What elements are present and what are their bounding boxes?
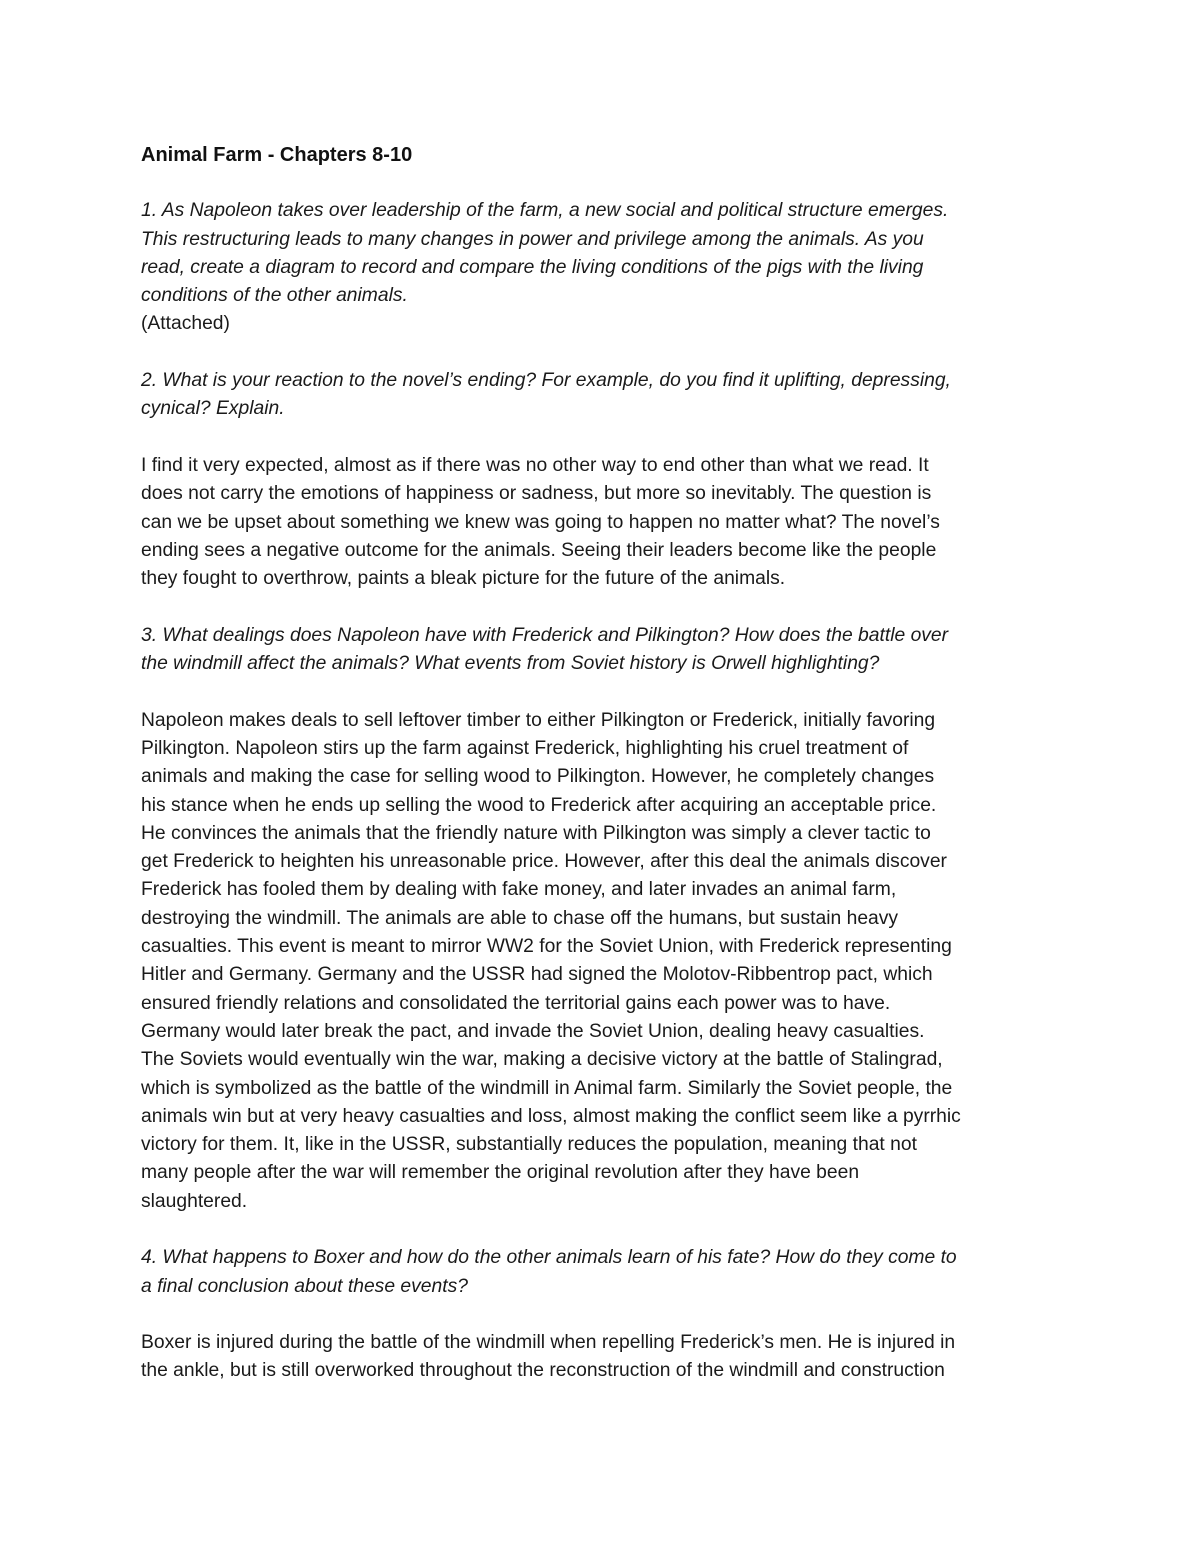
- answer-3-line: Hitler and Germany. Germany and the USSR had signed the Molotov-Ribbentrop pact, which: [141, 964, 933, 986]
- question-1-line: conditions of the other animals.: [141, 285, 408, 307]
- question-2: [141, 367, 1066, 424]
- answer-1-attached: (Attached): [141, 313, 230, 335]
- question-1-line: 1. As Napoleon takes over leadership of the farm, a new social and political structure emerges.: [141, 200, 949, 222]
- answer-3-line: his stance when he ends up selling the wood to Frederick after acquiring an acceptable price.: [141, 794, 937, 816]
- answer-2-line: they fought to overthrow, paints a bleak picture for the future of the animals.: [141, 568, 786, 590]
- answer-3-line: get Frederick to heighten his unreasonable price. However, after this deal the animals discover: [141, 851, 947, 873]
- answer-4: [141, 1329, 1066, 1386]
- answer-3-line: ensured friendly relations and consolidated the territorial gains each power was to have.: [141, 992, 891, 1014]
- answer-3-line: He convinces the animals that the friendly nature with Pilkington was simply a clever tactic to: [141, 822, 931, 844]
- answer-3-line: slaughtered.: [141, 1190, 248, 1212]
- question-1-line: This restructuring leads to many changes in power and privilege among the animals. As you: [141, 228, 924, 250]
- answer-3-line: which is symbolized as the battle of the windmill in Animal farm. Similarly the Soviet people, the: [141, 1077, 953, 1099]
- question-3: [141, 622, 1066, 679]
- question-4-line: a final conclusion about these events?: [141, 1275, 468, 1297]
- answer-3-line: victory for them. It, like in the USSR, substantially reduces the population, meaning that not: [141, 1134, 917, 1156]
- answer-4-line: the ankle, but is still overworked throughout the reconstruction of the windmill and construction: [141, 1360, 945, 1382]
- answer-4-line: Boxer is injured during the battle of the windmill when repelling Frederick’s men. He is injured in: [141, 1332, 956, 1354]
- document-title: Animal Farm - Chapters 8-10: [141, 144, 413, 166]
- document-body: [141, 141, 1066, 1386]
- answer-3-line: The Soviets would eventually win the war, making a decisive victory at the battle of Stalingrad,: [141, 1049, 943, 1071]
- answer-3-line: destroying the windmill. The animals are able to chase off the humans, but sustain heavy: [141, 907, 899, 929]
- question-3-line: 3. What dealings does Napoleon have with Frederick and Pilkington? How does the battle over: [141, 624, 949, 646]
- question-4-line: 4. What happens to Boxer and how do the other animals learn of his fate? How do they come to: [141, 1247, 957, 1269]
- question-2-line: 2. What is your reaction to the novel’s ending? For example, do you find it uplifting, depressing,: [141, 370, 951, 392]
- answer-3-line: animals and making the case for selling wood to Pilkington. However, he completely changes: [141, 766, 935, 788]
- answer-3: [141, 707, 1066, 1216]
- answer-2-line: I find it very expected, almost as if there was no other way to end other than what we read. It: [141, 454, 929, 476]
- question-3-line: the windmill affect the animals? What events from Soviet history is Orwell highlighting?: [141, 653, 880, 675]
- question-4: [141, 1244, 1066, 1301]
- question-1: [141, 197, 1066, 310]
- answer-3-line: Germany would later break the pact, and invade the Soviet Union, dealing heavy casualties.: [141, 1020, 925, 1042]
- answer-3-line: Frederick has fooled them by dealing with fake money, and later invades an animal farm,: [141, 879, 897, 901]
- question-2-line: cynical? Explain.: [141, 398, 285, 420]
- answer-2-line: can we be upset about something we knew was going to happen no matter what? The novel’s: [141, 511, 940, 533]
- answer-2: [141, 452, 1066, 593]
- answer-3-line: many people after the war will remember the original revolution after they have been: [141, 1162, 860, 1184]
- answer-1: [141, 310, 1066, 338]
- answer-3-line: Napoleon makes deals to sell leftover timber to either Pilkington or Frederick, initially favoring: [141, 709, 936, 731]
- answer-2-line: does not carry the emotions of happiness or sadness, but more so inevitably. The question is: [141, 483, 932, 505]
- answer-3-line: animals win but at very heavy casualties and loss, almost making the conflict seem like a pyrrhic: [141, 1105, 961, 1127]
- question-1-line: read, create a diagram to record and compare the living conditions of the pigs with the living: [141, 256, 924, 278]
- answer-3-line: casualties. This event is meant to mirror WW2 for the Soviet Union, with Frederick representing: [141, 936, 952, 958]
- answer-2-line: ending sees a negative outcome for the animals. Seeing their leaders become like the people: [141, 539, 937, 561]
- answer-3-line: Pilkington. Napoleon stirs up the farm against Frederick, highlighting his cruel treatment of: [141, 737, 909, 759]
